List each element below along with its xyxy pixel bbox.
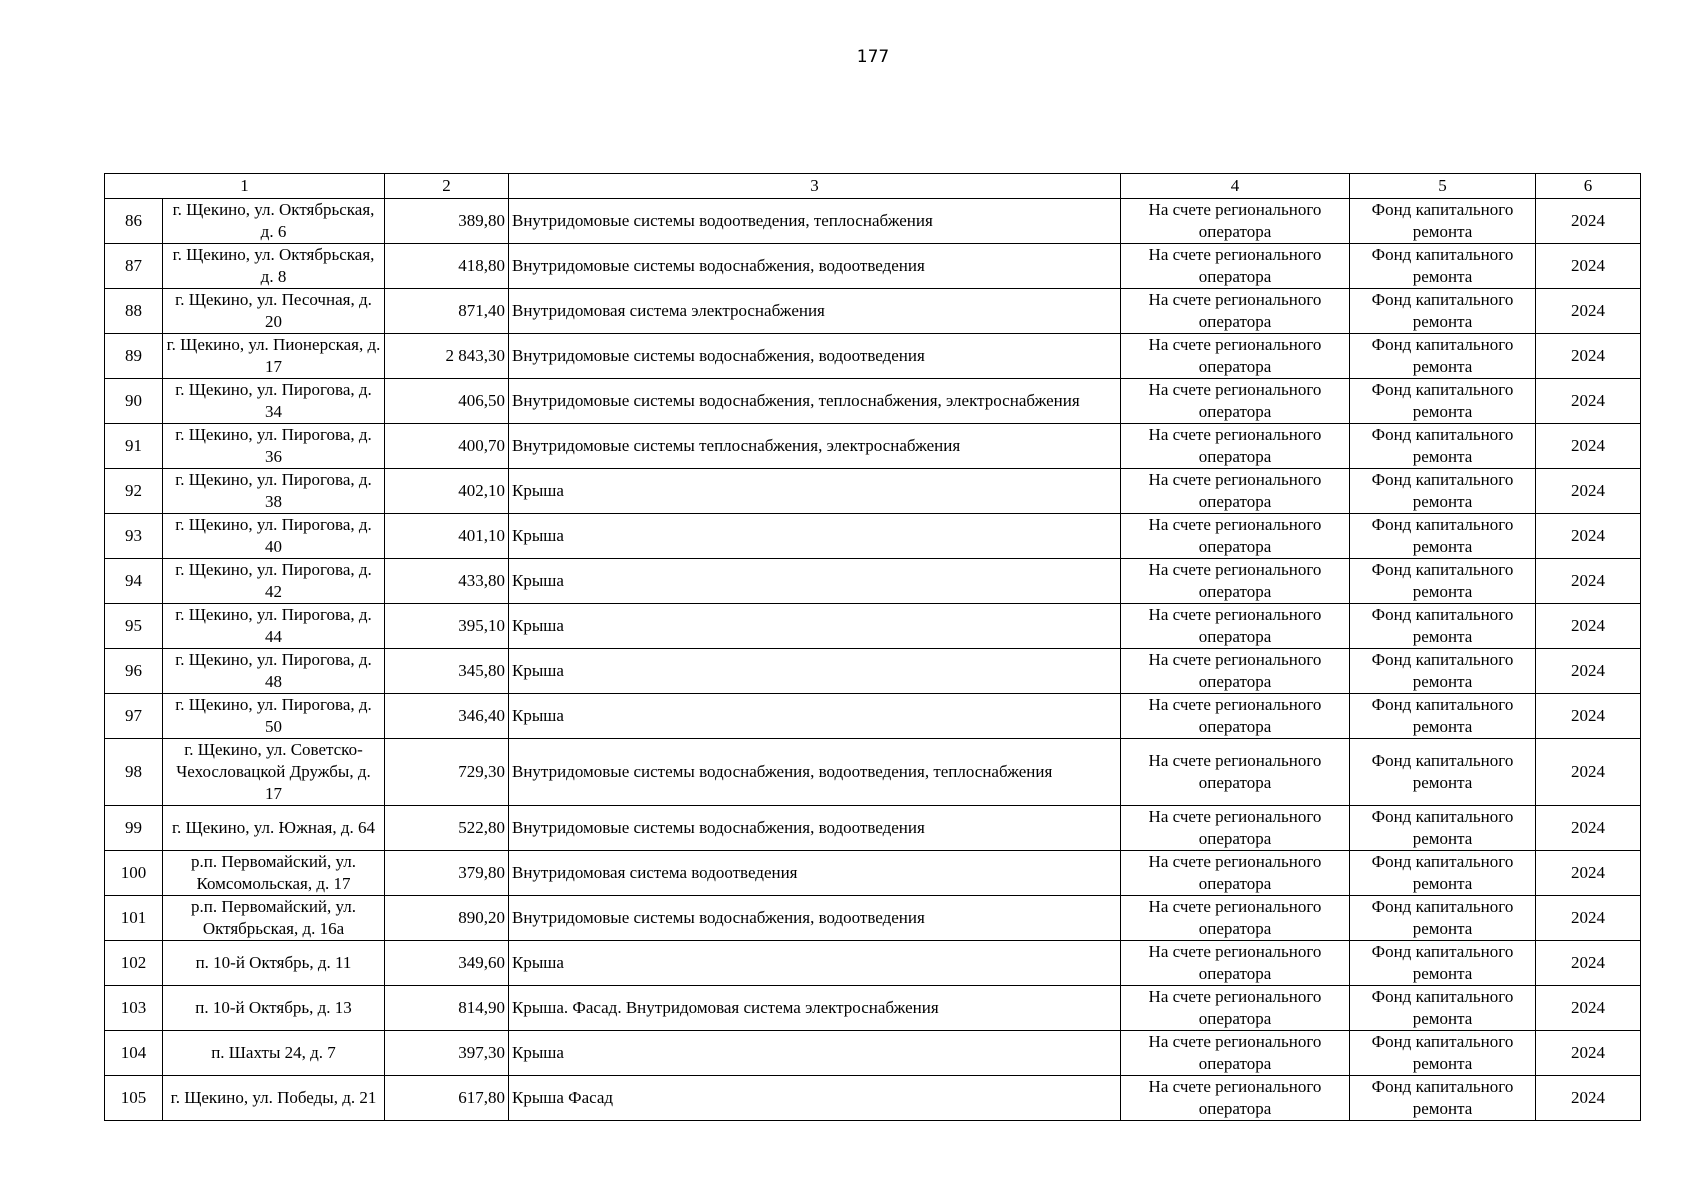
row-works: Внутридомовые системы водоотведения, теплоснабжения bbox=[509, 199, 1121, 244]
row-works: Крыша Фасад bbox=[509, 1076, 1121, 1121]
row-account: На счете регионального оператора bbox=[1121, 289, 1350, 334]
table-row bbox=[105, 199, 1641, 244]
repair-program-table bbox=[104, 173, 1641, 1121]
column-header: 6 bbox=[1536, 174, 1641, 199]
row-funding: Фонд капитального ремонта bbox=[1350, 649, 1536, 694]
row-funding: Фонд капитального ремонта bbox=[1350, 1076, 1536, 1121]
row-account: На счете регионального оператора bbox=[1121, 559, 1350, 604]
row-area: 346,40 bbox=[385, 694, 509, 739]
row-number: 93 bbox=[105, 514, 163, 559]
row-works: Крыша bbox=[509, 1031, 1121, 1076]
table-row bbox=[105, 514, 1641, 559]
row-funding: Фонд капитального ремонта bbox=[1350, 806, 1536, 851]
row-funding: Фонд капитального ремонта bbox=[1350, 514, 1536, 559]
table-row bbox=[105, 806, 1641, 851]
row-funding: Фонд капитального ремонта bbox=[1350, 694, 1536, 739]
row-area: 2 843,30 bbox=[385, 334, 509, 379]
table-row bbox=[105, 334, 1641, 379]
row-year: 2024 bbox=[1536, 896, 1641, 941]
row-area: 397,30 bbox=[385, 1031, 509, 1076]
row-funding: Фонд капитального ремонта bbox=[1350, 896, 1536, 941]
table-row bbox=[105, 424, 1641, 469]
row-number: 95 bbox=[105, 604, 163, 649]
row-address: п. 10-й Октябрь, д. 11 bbox=[163, 941, 385, 986]
table-row bbox=[105, 469, 1641, 514]
row-year: 2024 bbox=[1536, 424, 1641, 469]
table-row bbox=[105, 379, 1641, 424]
row-account: На счете регионального оператора bbox=[1121, 244, 1350, 289]
row-year: 2024 bbox=[1536, 604, 1641, 649]
row-address: п. 10-й Октябрь, д. 13 bbox=[163, 986, 385, 1031]
row-account: На счете регионального оператора bbox=[1121, 424, 1350, 469]
row-year: 2024 bbox=[1536, 379, 1641, 424]
row-address: р.п. Первомайский, ул. Комсомольская, д. 17 bbox=[163, 851, 385, 896]
row-year: 2024 bbox=[1536, 649, 1641, 694]
table-row bbox=[105, 649, 1641, 694]
row-area: 890,20 bbox=[385, 896, 509, 941]
row-number: 94 bbox=[105, 559, 163, 604]
row-area: 401,10 bbox=[385, 514, 509, 559]
table-row bbox=[105, 559, 1641, 604]
row-funding: Фонд капитального ремонта bbox=[1350, 986, 1536, 1031]
row-address: г. Щекино, ул. Октябрьская, д. 8 bbox=[163, 244, 385, 289]
table-row bbox=[105, 1031, 1641, 1076]
column-header: 4 bbox=[1121, 174, 1350, 199]
row-year: 2024 bbox=[1536, 244, 1641, 289]
row-address: г. Щекино, ул. Пирогова, д. 42 bbox=[163, 559, 385, 604]
row-address: г. Щекино, ул. Южная, д. 64 bbox=[163, 806, 385, 851]
row-address: г. Щекино, ул. Пирогова, д. 48 bbox=[163, 649, 385, 694]
table-header-row bbox=[105, 174, 1641, 199]
row-address: г. Щекино, ул. Пирогова, д. 50 bbox=[163, 694, 385, 739]
row-address: г. Щекино, ул. Пирогова, д. 36 bbox=[163, 424, 385, 469]
row-area: 400,70 bbox=[385, 424, 509, 469]
row-area: 379,80 bbox=[385, 851, 509, 896]
row-account: На счете регионального оператора bbox=[1121, 986, 1350, 1031]
row-address: г. Щекино, ул. Песочная, д. 20 bbox=[163, 289, 385, 334]
row-works: Внутридомовые системы водоснабжения, водоотведения, теплоснабжения bbox=[509, 739, 1121, 806]
row-works: Внутридомовая система водоотведения bbox=[509, 851, 1121, 896]
row-area: 402,10 bbox=[385, 469, 509, 514]
row-area: 345,80 bbox=[385, 649, 509, 694]
row-works: Крыша bbox=[509, 941, 1121, 986]
page-number: 177 bbox=[856, 47, 890, 67]
row-funding: Фонд капитального ремонта bbox=[1350, 199, 1536, 244]
row-works: Крыша bbox=[509, 694, 1121, 739]
row-account: На счете регионального оператора bbox=[1121, 1031, 1350, 1076]
row-area: 814,90 bbox=[385, 986, 509, 1031]
row-works: Внутридомовые системы теплоснабжения, электроснабжения bbox=[509, 424, 1121, 469]
row-address: п. Шахты 24, д. 7 bbox=[163, 1031, 385, 1076]
row-address: г. Щекино, ул. Пирогова, д. 34 bbox=[163, 379, 385, 424]
row-works: Внутридомовая система электроснабжения bbox=[509, 289, 1121, 334]
column-header: 3 bbox=[509, 174, 1121, 199]
row-area: 418,80 bbox=[385, 244, 509, 289]
row-funding: Фонд капитального ремонта bbox=[1350, 941, 1536, 986]
row-area: 349,60 bbox=[385, 941, 509, 986]
row-address: р.п. Первомайский, ул. Октябрьская, д. 16а bbox=[163, 896, 385, 941]
table-row bbox=[105, 694, 1641, 739]
row-funding: Фонд капитального ремонта bbox=[1350, 469, 1536, 514]
row-address: г. Щекино, ул. Победы, д. 21 bbox=[163, 1076, 385, 1121]
row-year: 2024 bbox=[1536, 941, 1641, 986]
table-row bbox=[105, 289, 1641, 334]
row-area: 406,50 bbox=[385, 379, 509, 424]
row-number: 87 bbox=[105, 244, 163, 289]
row-number: 97 bbox=[105, 694, 163, 739]
row-works: Внутридомовые системы водоснабжения, водоотведения bbox=[509, 896, 1121, 941]
row-funding: Фонд капитального ремонта bbox=[1350, 1031, 1536, 1076]
row-number: 100 bbox=[105, 851, 163, 896]
row-works: Внутридомовые системы водоснабжения, водоотведения bbox=[509, 806, 1121, 851]
table-row bbox=[105, 851, 1641, 896]
row-area: 729,30 bbox=[385, 739, 509, 806]
row-area: 871,40 bbox=[385, 289, 509, 334]
row-number: 96 bbox=[105, 649, 163, 694]
row-year: 2024 bbox=[1536, 1076, 1641, 1121]
row-number: 89 bbox=[105, 334, 163, 379]
table-row bbox=[105, 1076, 1641, 1121]
row-number: 103 bbox=[105, 986, 163, 1031]
row-account: На счете регионального оператора bbox=[1121, 806, 1350, 851]
row-area: 433,80 bbox=[385, 559, 509, 604]
row-year: 2024 bbox=[1536, 334, 1641, 379]
row-account: На счете регионального оператора bbox=[1121, 694, 1350, 739]
row-works: Крыша. Фасад. Внутридомовая система электроснабжения bbox=[509, 986, 1121, 1031]
row-address: г. Щекино, ул. Советско-Чехословацкой Дружбы, д. 17 bbox=[163, 739, 385, 806]
row-year: 2024 bbox=[1536, 1031, 1641, 1076]
row-address: г. Щекино, ул. Пирогова, д. 40 bbox=[163, 514, 385, 559]
row-address: г. Щекино, ул. Октябрьская, д. 6 bbox=[163, 199, 385, 244]
row-works: Крыша bbox=[509, 514, 1121, 559]
row-year: 2024 bbox=[1536, 514, 1641, 559]
row-year: 2024 bbox=[1536, 851, 1641, 896]
table-row bbox=[105, 986, 1641, 1031]
row-account: На счете регионального оператора bbox=[1121, 941, 1350, 986]
row-works: Внутридомовые системы водоснабжения, водоотведения bbox=[509, 244, 1121, 289]
row-works: Крыша bbox=[509, 559, 1121, 604]
row-year: 2024 bbox=[1536, 986, 1641, 1031]
row-address: г. Щекино, ул. Пирогова, д. 44 bbox=[163, 604, 385, 649]
row-area: 395,10 bbox=[385, 604, 509, 649]
row-account: На счете регионального оператора bbox=[1121, 379, 1350, 424]
row-year: 2024 bbox=[1536, 806, 1641, 851]
row-number: 91 bbox=[105, 424, 163, 469]
row-number: 92 bbox=[105, 469, 163, 514]
row-number: 104 bbox=[105, 1031, 163, 1076]
row-account: На счете регионального оператора bbox=[1121, 514, 1350, 559]
row-account: На счете регионального оператора bbox=[1121, 896, 1350, 941]
row-year: 2024 bbox=[1536, 694, 1641, 739]
row-funding: Фонд капитального ремонта bbox=[1350, 559, 1536, 604]
row-works: Крыша bbox=[509, 469, 1121, 514]
table-row bbox=[105, 896, 1641, 941]
column-header: 5 bbox=[1350, 174, 1536, 199]
row-year: 2024 bbox=[1536, 469, 1641, 514]
row-number: 98 bbox=[105, 739, 163, 806]
row-account: На счете регионального оператора bbox=[1121, 469, 1350, 514]
row-account: На счете регионального оператора bbox=[1121, 1076, 1350, 1121]
row-account: На счете регионального оператора bbox=[1121, 851, 1350, 896]
row-area: 522,80 bbox=[385, 806, 509, 851]
row-year: 2024 bbox=[1536, 289, 1641, 334]
row-funding: Фонд капитального ремонта bbox=[1350, 289, 1536, 334]
table-row bbox=[105, 244, 1641, 289]
row-account: На счете регионального оператора bbox=[1121, 199, 1350, 244]
table-row bbox=[105, 739, 1641, 806]
row-funding: Фонд капитального ремонта bbox=[1350, 851, 1536, 896]
row-number: 88 bbox=[105, 289, 163, 334]
row-year: 2024 bbox=[1536, 559, 1641, 604]
row-funding: Фонд капитального ремонта bbox=[1350, 424, 1536, 469]
table-row bbox=[105, 941, 1641, 986]
row-area: 617,80 bbox=[385, 1076, 509, 1121]
row-number: 90 bbox=[105, 379, 163, 424]
row-works: Внутридомовые системы водоснабжения, водоотведения bbox=[509, 334, 1121, 379]
row-number: 86 bbox=[105, 199, 163, 244]
row-year: 2024 bbox=[1536, 739, 1641, 806]
row-works: Крыша bbox=[509, 604, 1121, 649]
row-works: Крыша bbox=[509, 649, 1121, 694]
table-row bbox=[105, 604, 1641, 649]
row-account: На счете регионального оператора bbox=[1121, 604, 1350, 649]
row-address: г. Щекино, ул. Пирогова, д. 38 bbox=[163, 469, 385, 514]
row-funding: Фонд капитального ремонта bbox=[1350, 244, 1536, 289]
row-year: 2024 bbox=[1536, 199, 1641, 244]
row-funding: Фонд капитального ремонта bbox=[1350, 739, 1536, 806]
row-works: Внутридомовые системы водоснабжения, теплоснабжения, электроснабжения bbox=[509, 379, 1121, 424]
row-account: На счете регионального оператора bbox=[1121, 739, 1350, 806]
column-header: 1 bbox=[105, 174, 385, 199]
row-funding: Фонд капитального ремонта bbox=[1350, 334, 1536, 379]
row-account: На счете регионального оператора bbox=[1121, 334, 1350, 379]
row-number: 102 bbox=[105, 941, 163, 986]
column-header: 2 bbox=[385, 174, 509, 199]
row-funding: Фонд капитального ремонта bbox=[1350, 604, 1536, 649]
row-area: 389,80 bbox=[385, 199, 509, 244]
row-number: 105 bbox=[105, 1076, 163, 1121]
row-number: 101 bbox=[105, 896, 163, 941]
row-address: г. Щекино, ул. Пионерская, д. 17 bbox=[163, 334, 385, 379]
row-number: 99 bbox=[105, 806, 163, 851]
row-funding: Фонд капитального ремонта bbox=[1350, 379, 1536, 424]
row-account: На счете регионального оператора bbox=[1121, 649, 1350, 694]
